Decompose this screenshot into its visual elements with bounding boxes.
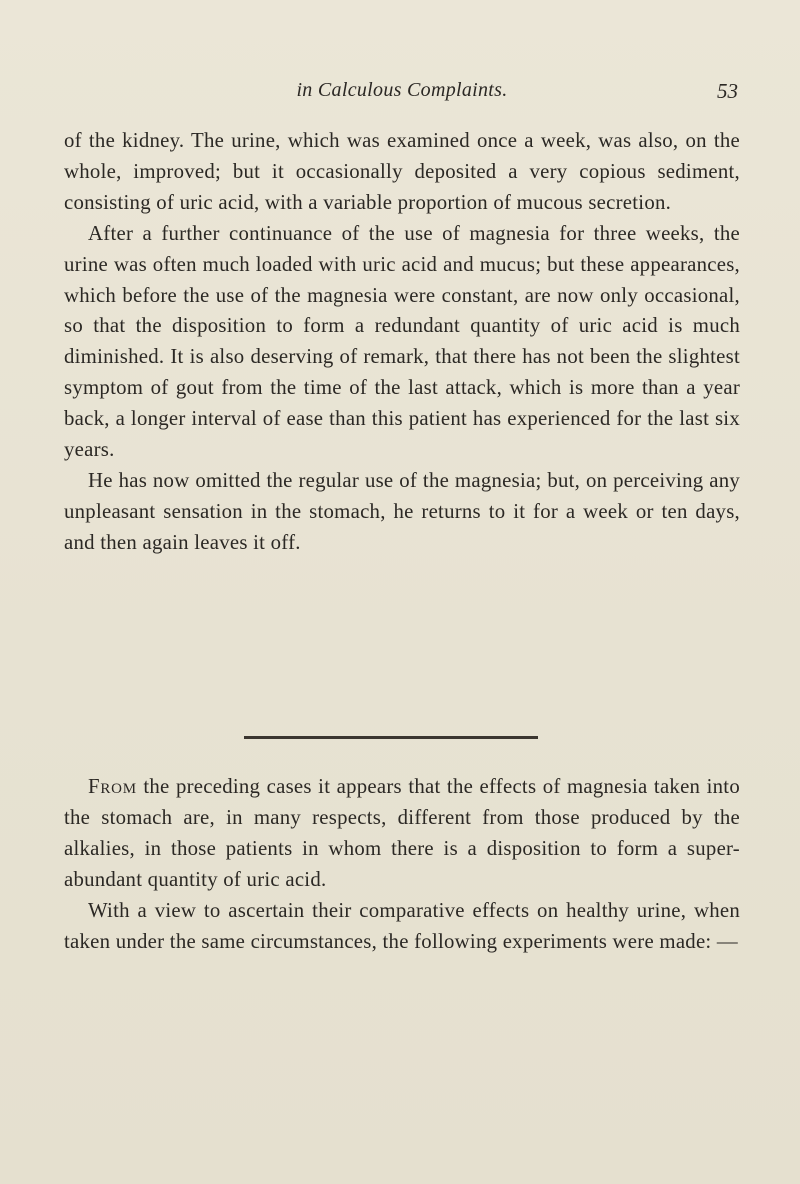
running-title: in Calculous Complaints. (296, 79, 508, 101)
paragraph-text: of the kidney. The urine, which was examined once a week, was also, on the whole, improved; but it occasionally deposited a very copious sediment, consisting of uric acid, with a variable proportion of mucous secretion. (64, 129, 740, 214)
paragraph (64, 466, 740, 559)
paragraph-text: the preceding cases it appears that the effects of magnesia taken into the stomach are, in many respects, different from those produced by the alkalies, in those patients in whom there is a disposition to form a super-abundant quantity of uric acid. (64, 775, 740, 891)
paragraph-text: After a further continuance of the use of magnesia for three weeks, the urine was often much loaded with uric acid and mucus; but these appearances, which before the use of the magnesia were constant, are now only occasional, so that the disposition to form a redundant quantity of uric acid is much diminished. It is also deserving of remark, that there has not been the slightest symptom of gout from the time of the last attack, which is more than a year back, a longer interval of ease than this patient has experienced for the last six years. (64, 221, 740, 462)
text-block-upper (64, 126, 740, 559)
paragraph-text: With a view to ascertain their comparative effects on healthy urine, when taken under the same circumstances, the following experiments were made: — (64, 898, 740, 953)
paragraph-lead-word: From (88, 775, 137, 798)
text-block-lower (64, 772, 740, 957)
section-divider (244, 736, 538, 739)
paragraph (64, 219, 740, 466)
page-number: 53 (717, 79, 738, 103)
paragraph-text: He has now omitted the regular use of the magnesia; but, on perceiving any unpleasant sensation in the stomach, he returns to it for a week or ten days, and then again leaves it off. (64, 468, 740, 554)
paragraph (64, 772, 740, 896)
paragraph-continued (64, 126, 740, 219)
running-head (66, 79, 738, 109)
paragraph (64, 896, 740, 958)
